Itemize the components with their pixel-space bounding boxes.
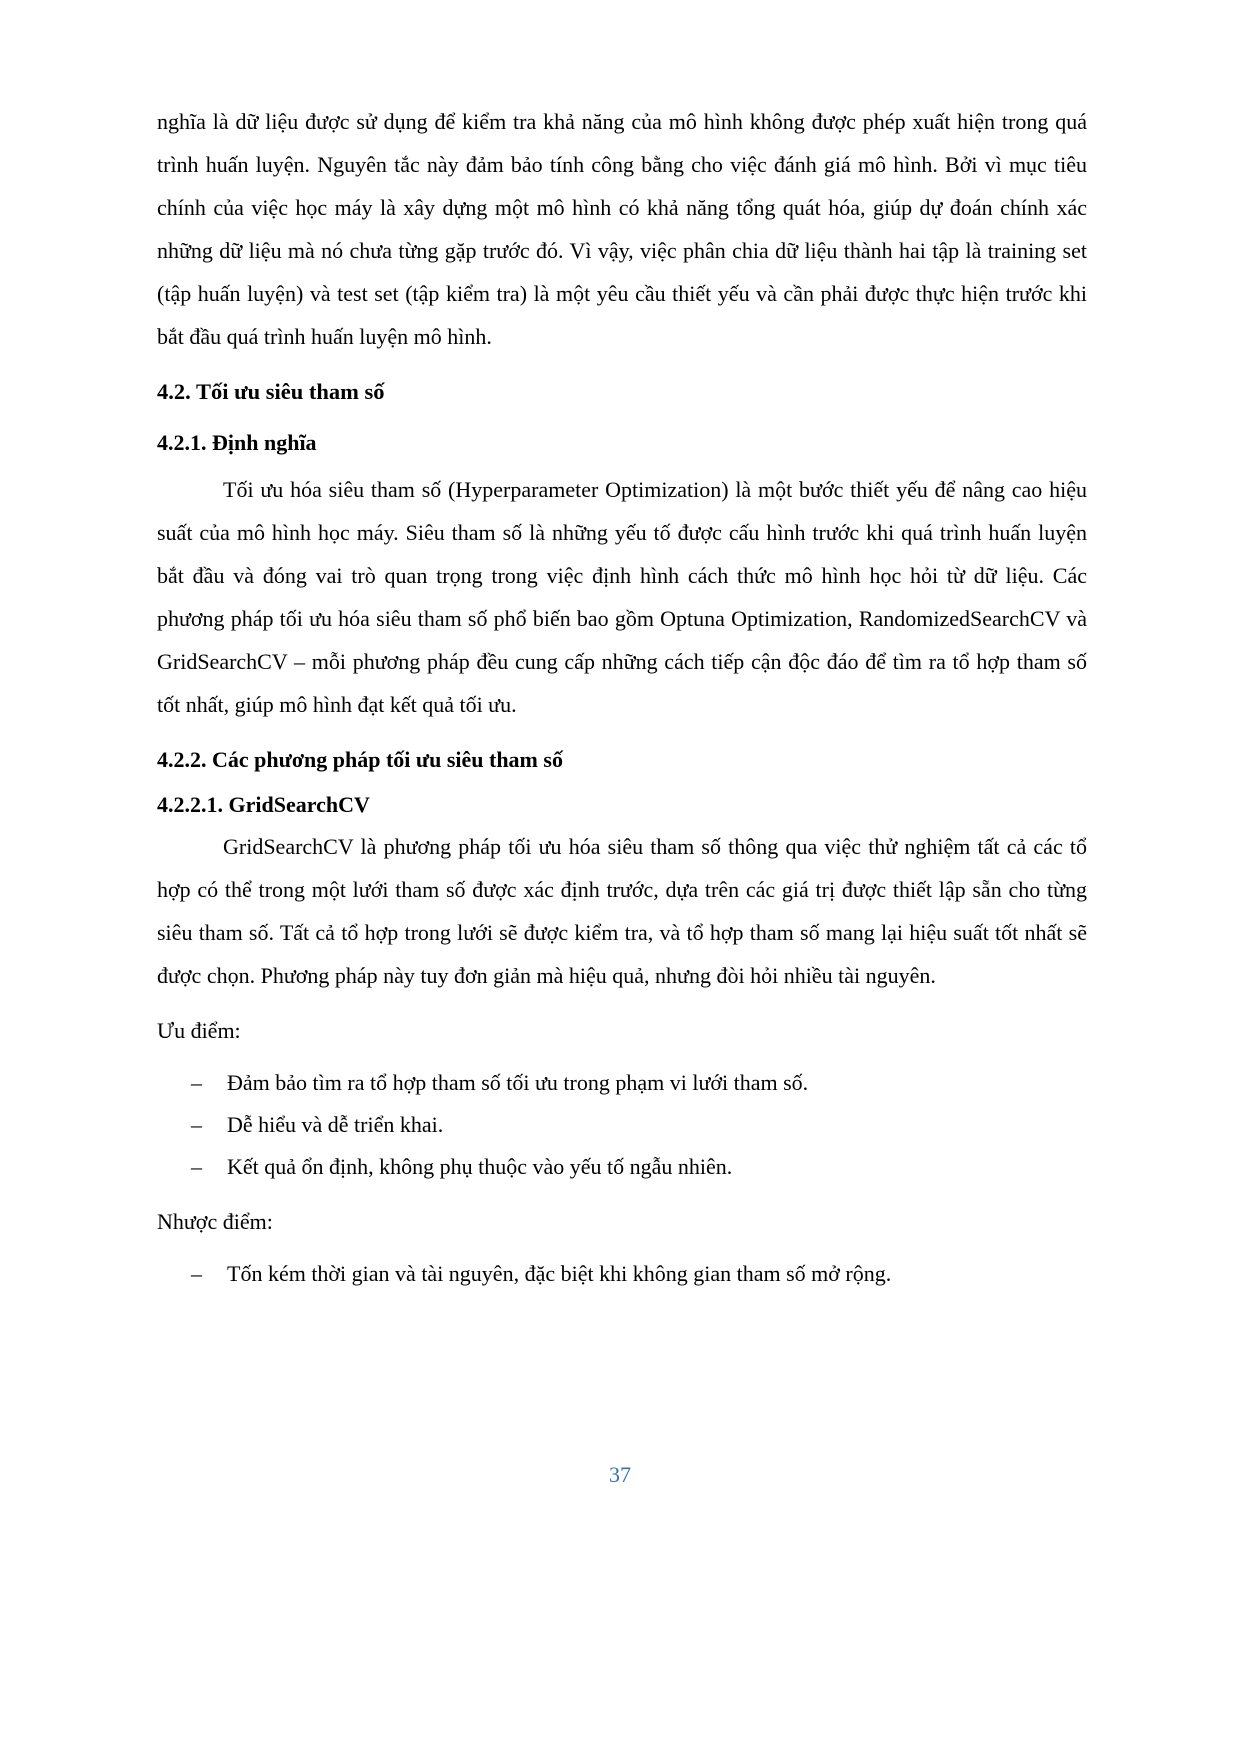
page-content bbox=[157, 100, 1087, 1301]
heading-4-2: 4.2. Tối ưu siêu tham số bbox=[157, 379, 385, 404]
list-item-text: Dễ hiểu và dễ triển khai. bbox=[227, 1112, 444, 1137]
advantages-label: Ưu điểm: bbox=[157, 1018, 241, 1043]
paragraph-gridsearchcv: GridSearchCV là phương pháp tối ưu hóa siêu tham số thông qua việc thử nghiệm tất cả các tổ hợp có thể trong một lưới tham số được xác định trước, dựa trên các giá trị được thiết lập sẵn cho từng siêu tham số. Tất cả tổ hợp trong lưới sẽ được kiểm tra, và tổ hợp tham số mang lại hiệu suất tốt nhất sẽ được chọn. Phương pháp này tuy đơn giản mà hiệu quả, nhưng đòi hỏi nhiều tài nguyên. bbox=[157, 834, 1087, 988]
heading-4-2-2-1: 4.2.2.1. GridSearchCV bbox=[157, 792, 370, 817]
continuation-paragraph: nghĩa là dữ liệu được sử dụng để kiểm tra khả năng của mô hình không được phép xuất hiện trong quá trình huấn luyện. Nguyên tắc này đảm bảo tính công bằng cho việc đánh giá mô hình. Bởi vì mục tiêu chính của việc học máy là xây dựng một mô hình có khả năng tổng quát hóa, giúp dự đoán chính xác những dữ liệu mà nó chưa từng gặp trước đó. Vì vậy, việc phân chia dữ liệu thành hai tập là training set (tập huấn luyện) và test set (tập kiểm tra) là một yêu cầu thiết yếu và cần phải được thực hiện trước khi bắt đầu quá trình huấn luyện mô hình. bbox=[157, 109, 1087, 349]
list-item bbox=[157, 1253, 1087, 1295]
page-number: 37 bbox=[609, 1462, 631, 1487]
dash-marker-icon: – bbox=[191, 1154, 202, 1179]
dash-marker-icon: – bbox=[191, 1261, 202, 1286]
list-item-text: Đảm bảo tìm ra tổ hợp tham số tối ưu trong phạm vi lưới tham số. bbox=[227, 1070, 809, 1095]
list-item bbox=[157, 1146, 1087, 1188]
list-item bbox=[157, 1062, 1087, 1104]
dash-marker-icon: – bbox=[191, 1112, 202, 1137]
list-item-text: Tốn kém thời gian và tài nguyên, đặc biệt khi không gian tham số mở rộng. bbox=[227, 1261, 892, 1286]
disadvantages-label: Nhược điểm: bbox=[157, 1209, 273, 1234]
list-item bbox=[157, 1104, 1087, 1146]
heading-4-2-1: 4.2.1. Định nghĩa bbox=[157, 430, 317, 455]
dash-marker-icon: – bbox=[191, 1070, 202, 1095]
list-item-text: Kết quả ổn định, không phụ thuộc vào yếu tố ngẫu nhiên. bbox=[227, 1154, 733, 1179]
disadvantages-list bbox=[157, 1253, 1087, 1295]
advantages-list bbox=[157, 1062, 1087, 1188]
heading-4-2-2: 4.2.2. Các phương pháp tối ưu siêu tham số bbox=[157, 747, 563, 772]
paragraph-definition: Tối ưu hóa siêu tham số (Hyperparameter Optimization) là một bước thiết yếu để nâng cao hiệu suất của mô hình học máy. Siêu tham số là những yếu tố được cấu hình trước khi quá trình huấn luyện bắt đầu và đóng vai trò quan trọng trong việc định hình cách thức mô hình học hỏi từ dữ liệu. Các phương pháp tối ưu hóa siêu tham số phổ biến bao gồm Optuna Optimization, RandomizedSearchCV và GridSearchCV – mỗi phương pháp đều cung cấp những cách tiếp cận độc đáo để tìm ra tổ hợp tham số tốt nhất, giúp mô hình đạt kết quả tối ưu. bbox=[157, 477, 1087, 717]
